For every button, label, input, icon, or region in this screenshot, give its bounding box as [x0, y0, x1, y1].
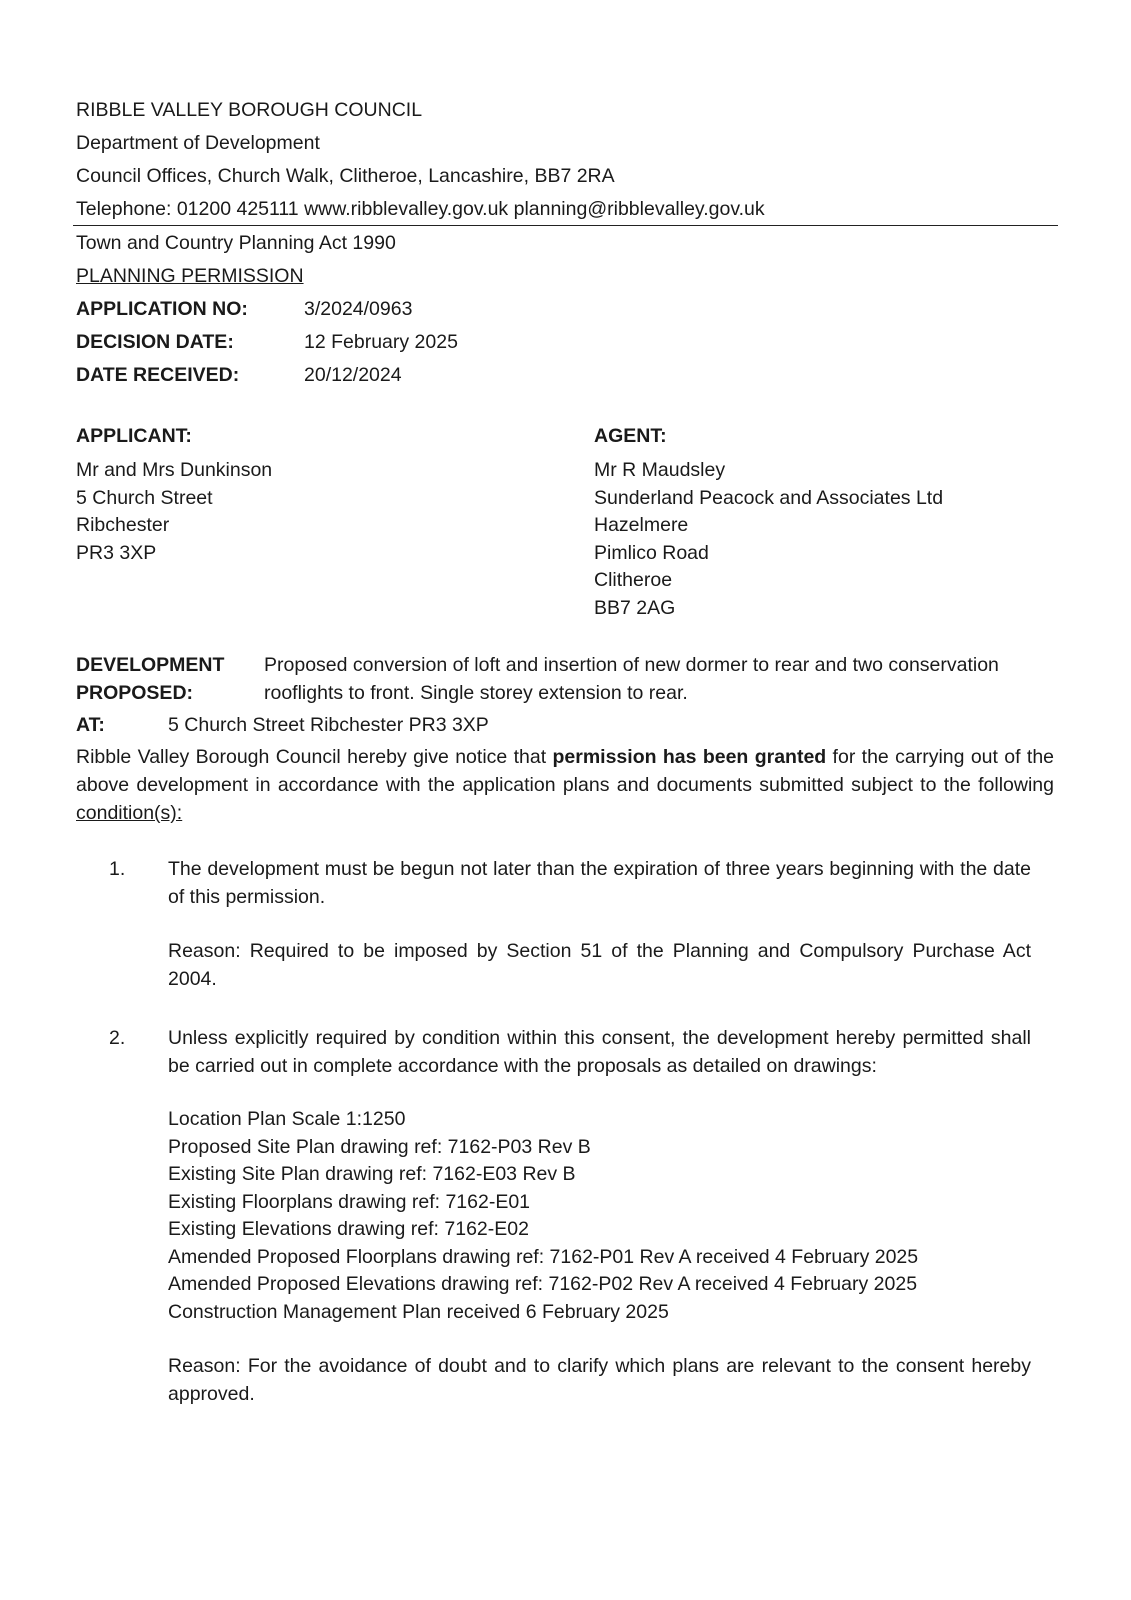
detail-value: 12 February 2025 — [304, 331, 458, 353]
development-description: Proposed conversion of loft and insertion of new dormer to rear and two conservation rooflights to front. Single storey extension to rear. — [264, 654, 999, 704]
at-value: 5 Church Street Ribchester PR3 3XP — [168, 714, 489, 736]
development-label — [76, 651, 256, 707]
drawing-item: Existing Elevations drawing ref: 7162-E02 — [168, 1218, 529, 1240]
agent-address — [594, 457, 943, 622]
department-name: Department of Development — [76, 132, 320, 154]
council-address: Council Offices, Church Walk, Clitheroe, Lancashire, BB7 2RA — [76, 165, 615, 187]
address-line: Sunderland Peacock and Associates Ltd — [594, 486, 944, 509]
address-line: PR3 3XP — [76, 541, 157, 564]
applicant-address — [76, 457, 272, 567]
condition-reason: Reason: For the avoidance of doubt and to clarify which plans are relevant to the consent hereby approved. — [168, 1355, 1031, 1405]
agent-heading: AGENT: — [594, 425, 667, 447]
at-label: AT: — [76, 714, 105, 736]
condition-body — [168, 1024, 1031, 1408]
detail-label: APPLICATION NO: — [76, 298, 248, 320]
notice-text: for the carrying out of the above development in accordance with the application plans and documents submitted subject to the following — [76, 746, 1055, 796]
notice-text: Ribble Valley Borough Council hereby give notice that — [76, 746, 553, 768]
condition-number: 2. — [109, 1027, 126, 1049]
drawing-item: Construction Management Plan received 6 February 2025 — [168, 1300, 669, 1323]
detail-row — [76, 326, 1054, 359]
applicant-heading: APPLICANT: — [76, 425, 192, 447]
detail-row — [76, 359, 1054, 392]
applicant-block — [76, 424, 272, 567]
detail-label: DATE RECEIVED: — [76, 364, 240, 386]
site-address — [76, 711, 489, 739]
address-line: Mr and Mrs Dunkinson — [76, 459, 273, 481]
condition-text: The development must be begun not later than the expiration of three years beginning with the date of this permission. — [168, 858, 1031, 908]
development-label-line: PROPOSED: — [76, 682, 194, 704]
condition-reason: Reason: Required to be imposed by Section 51 of the Planning and Compulsory Purchase Act 2004. — [168, 940, 1031, 990]
application-details — [76, 293, 1054, 392]
condition-body — [168, 855, 1031, 993]
development-label-line: DEVELOPMENT — [76, 654, 225, 676]
permission-title: PLANNING PERMISSION — [76, 265, 304, 287]
drawing-item: Existing Floorplans drawing ref: 7162-E01 — [168, 1190, 531, 1213]
notice-bold-text: permission has been granted — [552, 746, 827, 768]
council-name: RIBBLE VALLEY BOROUGH COUNCIL — [76, 99, 423, 121]
address-line: Pimlico Road — [594, 541, 709, 564]
detail-label: DECISION DATE: — [76, 331, 234, 353]
address-line: Mr R Maudsley — [594, 459, 726, 481]
address-line: 5 Church Street — [76, 486, 213, 509]
address-line: BB7 2AG — [594, 596, 676, 619]
condition-text: Unless explicitly required by condition within this consent, the development hereby permitted shall be carried out in complete accordance with the proposals as detailed on drawings: — [168, 1027, 1031, 1077]
drawings-list — [168, 1106, 1031, 1326]
detail-value: 20/12/2024 — [304, 364, 402, 386]
conditions-link-text: condition(s): — [76, 802, 183, 824]
document-page — [76, 94, 1054, 392]
agent-block — [594, 424, 943, 622]
address-line: Clitheroe — [594, 569, 673, 591]
drawing-item: Proposed Site Plan drawing ref: 7162-P03 Rev B — [168, 1135, 591, 1158]
address-line: Hazelmere — [594, 514, 689, 536]
detail-value: 3/2024/0963 — [304, 298, 413, 320]
drawing-item: Location Plan Scale 1:1250 — [168, 1108, 406, 1130]
act-title: Town and Country Planning Act 1990 — [76, 232, 396, 254]
grant-notice — [76, 743, 1054, 827]
address-line: Ribchester — [76, 514, 170, 536]
letterhead — [76, 94, 1054, 226]
council-contact: Telephone: 01200 425111 www.ribblevalley.gov.uk planning@ribblevalley.gov.uk — [76, 198, 765, 220]
detail-row — [76, 293, 1054, 326]
drawing-item: Amended Proposed Elevations drawing ref: 7162-P02 Rev A received 4 February 2025 — [168, 1273, 918, 1295]
drawing-item: Existing Site Plan drawing ref: 7162-E03 Rev B — [168, 1163, 576, 1185]
condition-number: 1. — [109, 858, 126, 880]
drawing-item: Amended Proposed Floorplans drawing ref: 7162-P01 Rev A received 4 February 2025 — [168, 1245, 919, 1268]
